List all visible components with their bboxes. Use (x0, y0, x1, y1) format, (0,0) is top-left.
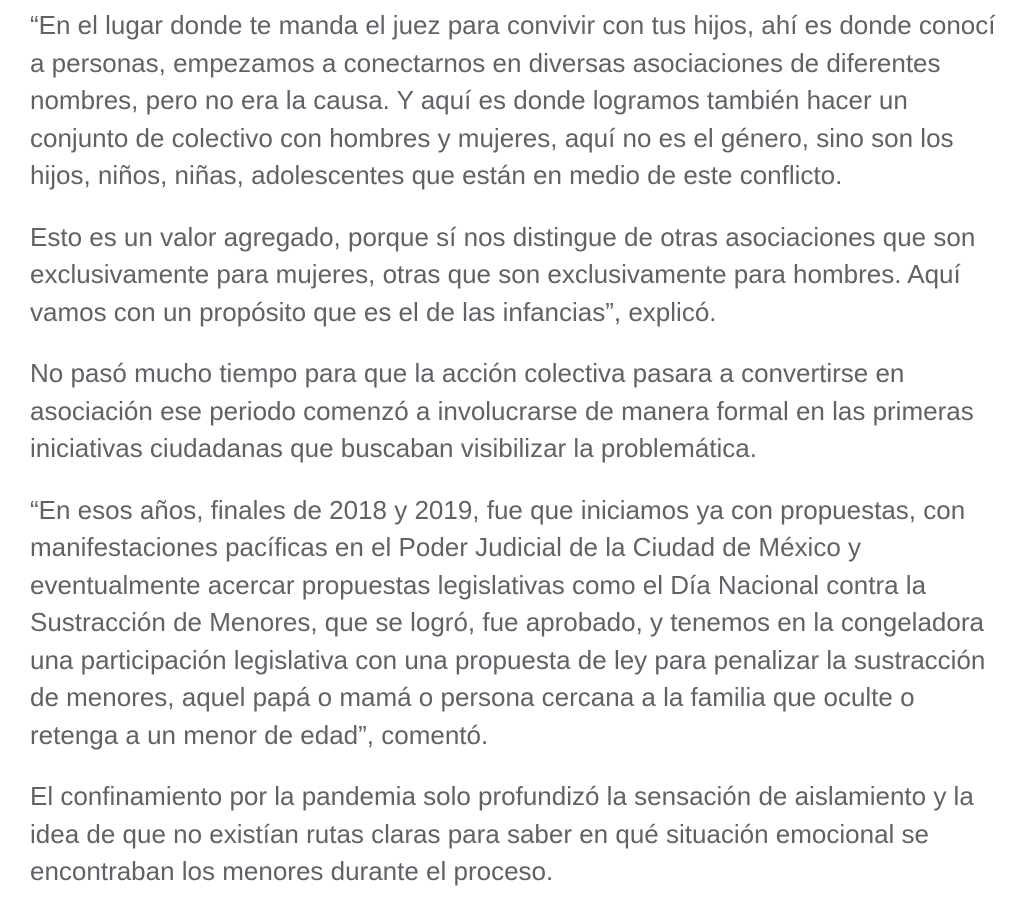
text-line: retenga a un menor de edad”, comentó. (30, 719, 489, 750)
text-line: No pasó mucho tiempo para que la acción colectiva pasara a convertirse en (30, 358, 905, 388)
text-line: asociación ese periodo comenzó a involucrarse de manera formal en las primeras (30, 395, 974, 426)
paragraph (30, 492, 1022, 755)
text-line: nombres, pero no era la causa. Y aquí es donde logramos también hacer un (30, 85, 908, 115)
text-line: de menores, aquel papá o mamá o persona cercana a la familia que oculte o (30, 682, 915, 712)
text-line: vamos con un propósito que es el de las infancias”, explicó. (30, 296, 717, 327)
text-line: manifestaciones pacíficas en el Poder Judicial de la Ciudad de México y (30, 532, 862, 562)
text-line: “En esos años, finales de 2018 y 2019, fue que iniciamos ya con propuestas, con (30, 494, 966, 525)
paragraph (30, 7, 1022, 195)
paragraph (30, 355, 1022, 468)
paragraph (30, 778, 1022, 891)
text-line: a personas, empezamos a conectarnos en diversas asociaciones de diferentes (30, 47, 941, 78)
text-line: eventualmente acercar propuestas legislativas como el Día Nacional contra la (30, 569, 927, 600)
text-line: “En el lugar donde te manda el juez para convivir con tus hijos, ahí es donde conocí (30, 10, 996, 40)
text-line: El confinamiento por la pandemia solo profundizó la sensación de aislamiento y la (30, 781, 974, 811)
text-line: idea de que no existían rutas claras para saber en qué situación emocional se (30, 818, 930, 849)
text-line: Sustracción de Menores, que se logró, fue aprobado, y tenemos en la congeladora (30, 607, 984, 637)
text-line: exclusivamente para mujeres, otras que son exclusivamente para hombres. Aquí (30, 259, 961, 289)
paragraph (30, 219, 1022, 332)
text-line: Esto es un valor agregado, porque sí nos distingue de otras asociaciones que son (30, 221, 976, 252)
text-line: iniciativas ciudadanas que buscaban visibilizar la problemática. (30, 433, 757, 463)
text-line: hijos, niños, niñas, adolescentes que están en medio de este conflicto. (30, 160, 843, 190)
text-line: conjunto de colectivo con hombres y mujeres, aquí no es el género, sino son los (30, 122, 954, 153)
text-line: una participación legislativa con una propuesta de ley para penalizar la sustracción (30, 644, 986, 675)
text-line: encontraban los menores durante el proceso. (30, 856, 554, 886)
